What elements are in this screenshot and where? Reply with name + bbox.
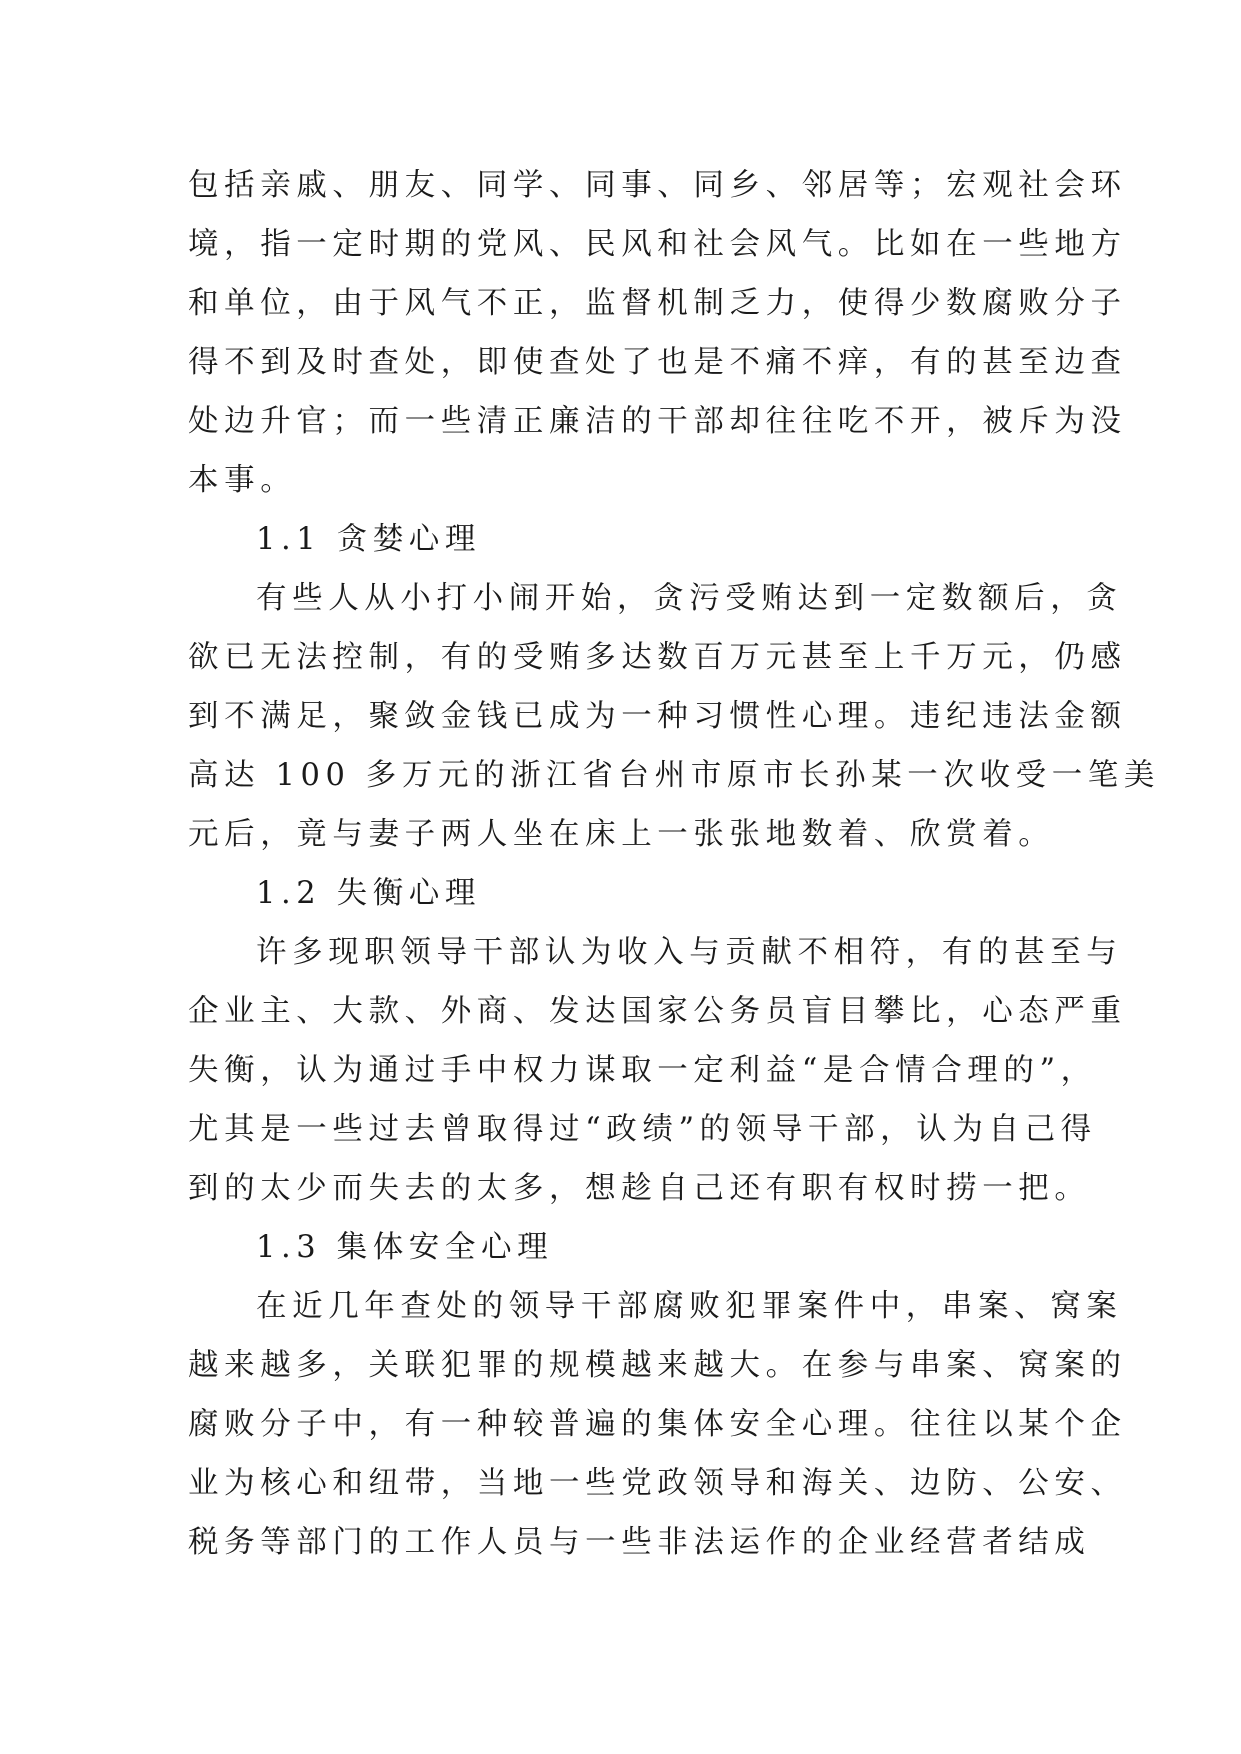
text-line: 在近几年查处的领导干部腐败犯罪案件中，串案、窝案 xyxy=(256,1289,1123,1324)
text-line: 越来越多，关联犯罪的规模越来越大。在参与串案、窝案的 xyxy=(188,1348,1127,1383)
text-line: 业为核心和纽带，当地一些党政领导和海关、边防、公安、 xyxy=(188,1466,1127,1501)
text-line: 处边升官；而一些清正廉洁的干部却往往吃不开，被斥为没 xyxy=(188,404,1127,439)
text-line: 本事。 xyxy=(188,463,297,498)
text-line: 高达 100 多万元的浙江省台州市原市长孙某一次收受一笔美 xyxy=(188,758,1161,793)
text-line: 1.2 失衡心理 xyxy=(256,876,481,911)
text-line: 1.3 集体安全心理 xyxy=(256,1230,554,1265)
text-line: 企业主、大款、外商、发达国家公务员盲目攀比，心态严重 xyxy=(188,994,1127,1029)
text-line: 税务等部门的工作人员与一些非法运作的企业经营者结成 xyxy=(188,1525,1091,1560)
text-line: 到不满足，聚敛金钱已成为一种习惯性心理。违纪违法金额 xyxy=(188,699,1127,734)
document-body xyxy=(188,156,1161,1572)
text-line: 腐败分子中，有一种较普遍的集体安全心理。往往以某个企 xyxy=(188,1407,1127,1442)
text-line: 元后，竟与妻子两人坐在床上一张张地数着、欣赏着。 xyxy=(188,817,1055,852)
text-line: 包括亲戚、朋友、同学、同事、同乡、邻居等；宏观社会环 xyxy=(188,168,1127,203)
text-line: 和单位，由于风气不正，监督机制乏力，使得少数腐败分子 xyxy=(188,286,1127,321)
text-line: 许多现职领导干部认为收入与贡献不相符，有的甚至与 xyxy=(256,935,1123,970)
text-line: 失衡，认为通过手中权力谋取一定利益“是合情合理的”， xyxy=(188,1053,1097,1088)
text-line: 境，指一定时期的党风、民风和社会风气。比如在一些地方 xyxy=(188,227,1127,262)
text-line: 欲已无法控制，有的受贿多达数百万元甚至上千万元，仍感 xyxy=(188,640,1127,675)
text-line: 到的太少而失去的太多，想趁自己还有职有权时捞一把。 xyxy=(188,1171,1091,1206)
text-line: 1.1 贪婪心理 xyxy=(256,522,481,557)
text-line: 得不到及时查处，即使查处了也是不痛不痒，有的甚至边查 xyxy=(188,345,1127,380)
text-line: 有些人从小打小闹开始，贪污受贿达到一定数额后，贪 xyxy=(256,581,1123,616)
text-line: 尤其是一些过去曾取得过“政绩”的领导干部，认为自己得 xyxy=(188,1112,1097,1147)
